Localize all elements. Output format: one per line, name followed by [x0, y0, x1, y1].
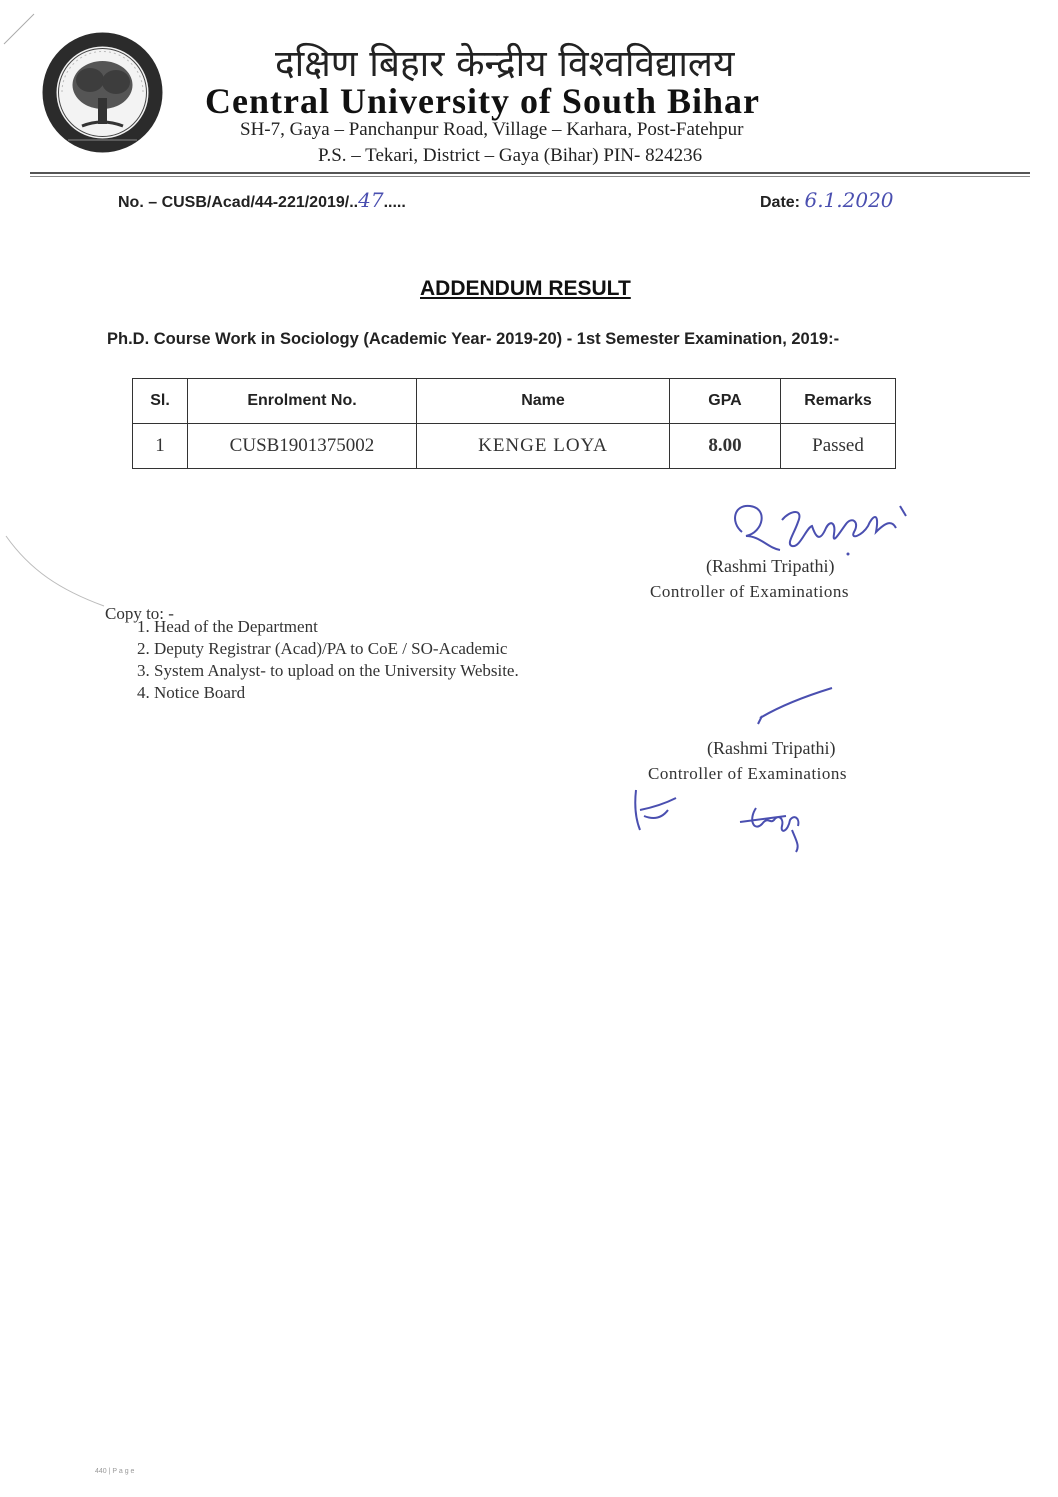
university-name-english: Central University of South Bihar: [205, 81, 760, 121]
header-name: Name: [417, 379, 670, 424]
list-item: 3. System Analyst- to upload on the University Website.: [154, 660, 519, 682]
header-gpa: GPA: [670, 379, 781, 424]
scan-edge-mark-2: [0, 530, 110, 610]
address-line-2: P.S. – Tekari, District – Gaya (Bihar) PIN- 824236: [318, 145, 703, 166]
header-enrolment: Enrolment No.: [188, 379, 417, 424]
cell-name: KENGE LOYA: [417, 424, 670, 469]
signatory-name-2: (Rashmi Tripathi): [707, 738, 836, 758]
header-remarks: Remarks: [781, 379, 896, 424]
result-table: [132, 378, 896, 469]
university-seal-icon: [40, 30, 165, 155]
document-subtitle: Ph.D. Course Work in Sociology (Academic Year- 2019-20) - 1st Semester Examination, 2019:-: [107, 330, 840, 348]
table-header-row: [133, 379, 896, 424]
table-row: [133, 424, 896, 469]
cell-gpa: 8.00: [670, 424, 781, 469]
university-name-hindi: दक्षिण बिहार केन्द्रीय विश्वविद्यालय: [275, 42, 735, 85]
page-marker: 440 | P a g e: [95, 1468, 135, 1475]
handwritten-date: 6.1.2020: [804, 188, 894, 212]
list-item: 4. Notice Board: [154, 682, 519, 704]
cell-remarks: Passed: [781, 424, 896, 469]
handwritten-signature: [720, 492, 960, 562]
address-line-1: SH-7, Gaya – Panchanpur Road, Village – Karhara, Post-Fatehpur: [240, 119, 744, 140]
header-divider-thin: [30, 176, 1030, 177]
copy-to-list: [128, 616, 519, 704]
reference-number: No. – CUSB/Acad/44-221/2019/..47.....: [118, 188, 406, 212]
signatory-name: (Rashmi Tripathi): [706, 556, 835, 576]
date-label: Date:: [760, 194, 801, 211]
document-title: ADDENDUM RESULT: [420, 277, 631, 300]
handwritten-initial: [740, 680, 850, 730]
reference-handwritten-number: 47: [358, 188, 384, 212]
signatory-designation: Controller of Examinations: [650, 582, 850, 601]
header-sl: Sl.: [133, 379, 188, 424]
document-date: [760, 188, 894, 212]
scan-edge-mark: [0, 0, 40, 50]
cell-enrolment: CUSB1901375002: [188, 424, 417, 469]
list-item: 2. Deputy Registrar (Acad)/PA to CoE / SO-Academic: [154, 638, 519, 660]
copy-to-label: Copy to: -: [105, 604, 174, 623]
list-item: 1. Head of the Department: [154, 616, 519, 638]
cell-sl: 1: [133, 424, 188, 469]
signatory-designation-2: Controller of Examinations: [648, 764, 848, 783]
reference-label: No. – CUSB/Acad/44-221/2019/: [118, 194, 350, 211]
header-divider: [30, 172, 1030, 174]
handwritten-marks: [610, 780, 840, 860]
